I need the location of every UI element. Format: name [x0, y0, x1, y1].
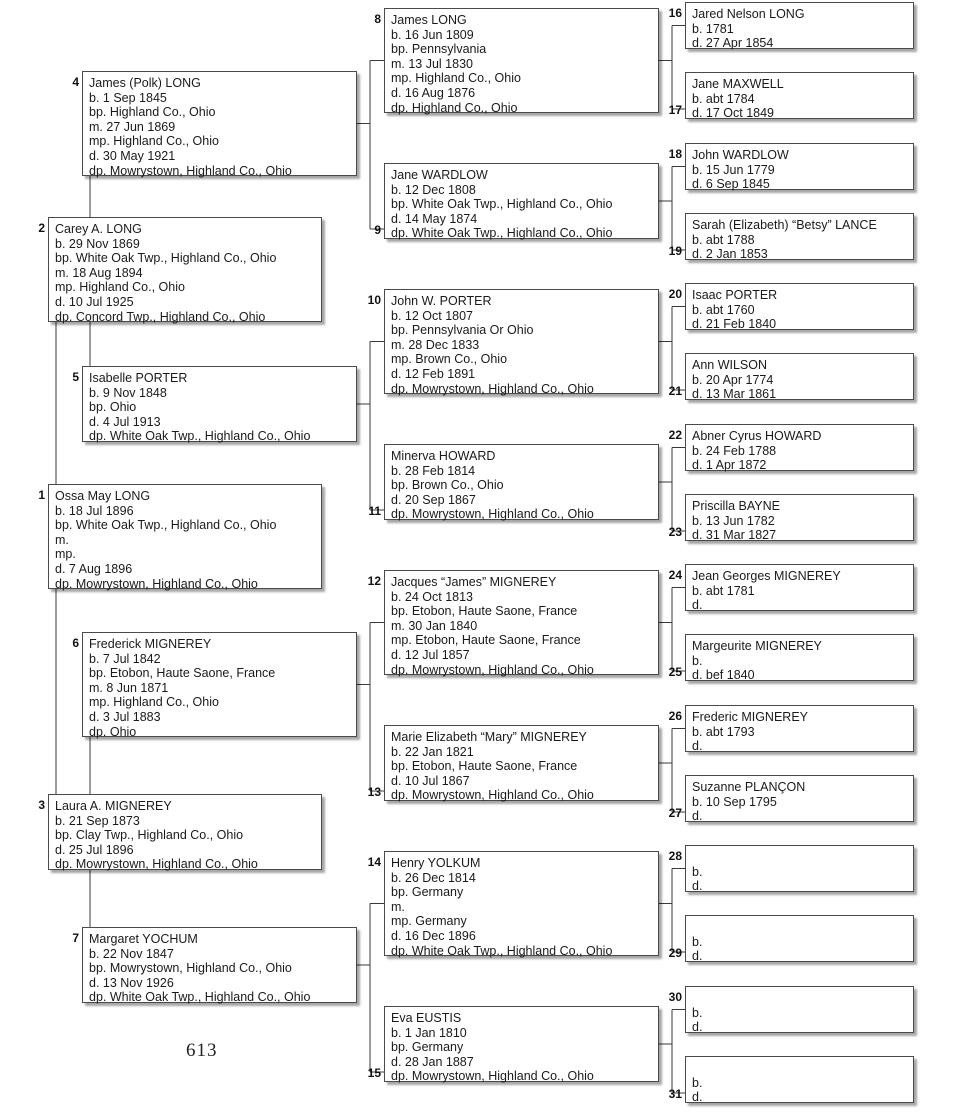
person-box-22	[685, 424, 914, 471]
person-box-5	[82, 366, 357, 442]
person-detail: bp. Highland Co., Ohio	[89, 105, 216, 120]
person-detail: d. 13 Nov 1926	[89, 975, 174, 990]
person-detail: m. 8 Jun 1871	[89, 680, 169, 695]
person-box-1	[48, 484, 322, 589]
person-detail: d. 7 Aug 1896	[55, 561, 133, 576]
person-number: 30	[668, 990, 682, 1004]
person-number: 6	[72, 636, 79, 650]
person-number: 26	[668, 709, 682, 723]
person-detail: b.	[692, 864, 703, 879]
person-detail: bp. Ohio	[89, 400, 137, 415]
person-detail: d. 14 May 1874	[391, 211, 478, 226]
person-name: Margaret YOCHUM	[89, 932, 198, 946]
person-name: Frederic MIGNEREY	[692, 710, 808, 724]
person-detail: m. 18 Aug 1894	[55, 265, 143, 280]
person-detail: dp. Mowrystown, Highland Co., Ohio	[391, 662, 594, 677]
person-number: 7	[72, 931, 79, 945]
person-number: 24	[668, 568, 682, 582]
person-box-26	[685, 705, 914, 752]
person-detail: b. 16 Jun 1809	[391, 27, 474, 42]
person-box-30	[685, 986, 914, 1033]
person-box-9	[384, 163, 659, 239]
person-detail: mp. Germany	[391, 914, 467, 929]
person-name: Carey A. LONG	[55, 222, 142, 236]
person-detail: b. 21 Sep 1873	[55, 813, 140, 828]
person-number: 20	[668, 287, 682, 301]
person-number: 10	[367, 293, 381, 307]
person-detail: bp. Pennsylvania	[391, 42, 487, 57]
person-detail: d. 3 Jul 1883	[89, 709, 161, 724]
person-detail: d.	[692, 1090, 703, 1105]
person-detail: mp.	[55, 547, 76, 562]
person-detail: dp. Mowrystown, Highland Co., Ohio	[391, 381, 594, 396]
person-detail: b.	[692, 934, 703, 949]
person-name: Marie Elizabeth “Mary” MIGNEREY	[391, 730, 587, 744]
person-detail: b.	[692, 653, 703, 668]
person-detail: d.	[692, 598, 703, 613]
person-detail: b. 15 Jun 1779	[692, 162, 775, 177]
person-box-18	[685, 143, 914, 190]
person-detail: d. 6 Sep 1845	[692, 177, 770, 192]
person-name	[692, 850, 907, 865]
person-detail: dp. Mowrystown, Highland Co., Ohio	[55, 857, 258, 872]
person-number: 23	[668, 525, 682, 539]
person-name: James (Polk) LONG	[89, 76, 201, 90]
person-number: 9	[374, 223, 381, 237]
person-detail: b. 12 Oct 1807	[391, 308, 474, 323]
person-name: John W. PORTER	[391, 294, 492, 308]
person-detail: d. 27 Apr 1854	[692, 36, 774, 51]
person-detail: bp. Germany	[391, 885, 464, 900]
person-box-6	[82, 632, 357, 737]
person-detail: mp. Etobon, Haute Saone, France	[391, 633, 581, 648]
person-box-28	[685, 845, 914, 892]
person-detail: b. 28 Feb 1814	[391, 463, 476, 478]
person-detail: b. 12 Dec 1808	[391, 182, 476, 197]
person-box-16	[685, 2, 914, 49]
person-detail: d.	[692, 739, 703, 754]
person-number: 8	[374, 12, 381, 26]
person-box-21	[685, 353, 914, 400]
person-detail: b. 10 Sep 1795	[692, 794, 777, 809]
person-detail: dp. White Oak Twp., Highland Co., Ohio	[89, 429, 311, 444]
person-detail: d. 13 Mar 1861	[692, 387, 777, 402]
person-name	[692, 920, 907, 935]
person-detail: b. abt 1793	[692, 724, 755, 739]
person-name: Frederick MIGNEREY	[89, 637, 212, 651]
person-detail: b. 18 Jul 1896	[55, 503, 134, 518]
person-detail: b. 26 Dec 1814	[391, 870, 476, 885]
person-detail: mp. Highland Co., Ohio	[391, 71, 521, 86]
person-name: Jane WARDLOW	[391, 168, 488, 182]
person-number: 13	[367, 785, 381, 799]
person-box-2	[48, 217, 322, 322]
person-number: 14	[367, 855, 381, 869]
person-detail: d.	[692, 879, 703, 894]
person-detail: b. 1781	[692, 21, 734, 36]
person-number: 17	[668, 103, 682, 117]
person-detail: bp. Etobon, Haute Saone, France	[89, 666, 276, 681]
person-number: 28	[668, 849, 682, 863]
person-box-15	[384, 1006, 659, 1082]
person-name: Abner Cyrus HOWARD	[692, 429, 822, 443]
person-number: 4	[72, 75, 79, 89]
person-box-29	[685, 915, 914, 962]
person-number: 21	[668, 384, 682, 398]
person-detail: d. 2 Jan 1853	[692, 247, 768, 262]
person-detail: dp. Mowrystown, Highland Co., Ohio	[391, 788, 594, 803]
person-name: Ann WILSON	[692, 358, 768, 372]
person-detail: dp. White Oak Twp., Highland Co., Ohio	[391, 226, 613, 241]
person-detail: d. 10 Jul 1867	[391, 773, 470, 788]
person-detail: bp. Clay Twp., Highland Co., Ohio	[55, 828, 244, 843]
person-box-27	[685, 775, 914, 822]
person-detail: d. 25 Jul 1896	[55, 842, 134, 857]
person-detail: d.	[692, 1020, 703, 1035]
person-detail: dp. Concord Twp., Highland Co., Ohio	[55, 309, 266, 324]
person-box-3	[48, 794, 322, 870]
person-detail: b. 9 Nov 1848	[89, 385, 167, 400]
person-detail: bp. White Oak Twp., Highland Co., Ohio	[55, 251, 277, 266]
person-detail: b.	[692, 1075, 703, 1090]
person-detail: b. 20 Apr 1774	[692, 372, 774, 387]
person-detail: b.	[692, 1005, 703, 1020]
person-name: Jacques “James” MIGNEREY	[391, 575, 557, 589]
person-name: Margeurite MIGNEREY	[692, 639, 822, 653]
person-name: Henry YOLKUM	[391, 856, 481, 870]
person-number: 3	[38, 798, 45, 812]
person-name	[692, 1061, 907, 1076]
person-detail: b. 22 Nov 1847	[89, 946, 174, 961]
person-number: 1	[38, 488, 45, 502]
person-detail: b. 7 Jul 1842	[89, 651, 161, 666]
person-name: Ossa May LONG	[55, 489, 151, 503]
person-number: 25	[668, 665, 682, 679]
person-name: Jared Nelson LONG	[692, 7, 805, 21]
person-number: 12	[367, 574, 381, 588]
person-detail: d.	[692, 949, 703, 964]
person-box-24	[685, 564, 914, 611]
person-detail: d. 28 Jan 1887	[391, 1054, 474, 1069]
person-detail: m. 27 Jun 1869	[89, 119, 176, 134]
person-number: 15	[367, 1066, 381, 1080]
person-box-11	[384, 444, 659, 520]
person-box-13	[384, 725, 659, 801]
person-detail: b. 1 Jan 1810	[391, 1025, 467, 1040]
person-detail: d. 31 Mar 1827	[692, 528, 777, 543]
person-detail: b. 1 Sep 1845	[89, 90, 167, 105]
person-detail: dp. Ohio	[89, 724, 137, 739]
person-detail: dp. Mowrystown, Highland Co., Ohio	[55, 576, 258, 591]
person-detail: m. 30 Jan 1840	[391, 618, 478, 633]
person-detail: d. 16 Dec 1896	[391, 928, 476, 943]
person-detail: m. 28 Dec 1833	[391, 337, 480, 352]
page-number: 613	[186, 1040, 218, 1061]
person-detail: dp. White Oak Twp., Highland Co., Ohio	[89, 990, 311, 1005]
person-number: 29	[668, 946, 682, 960]
person-detail: bp. Pennsylvania Or Ohio	[391, 323, 534, 338]
person-detail: bp. Etobon, Haute Saone, France	[391, 759, 578, 774]
person-detail: dp. Mowrystown, Highland Co., Ohio	[89, 163, 292, 178]
person-detail: b. 24 Oct 1813	[391, 589, 474, 604]
person-detail: bp. Germany	[391, 1040, 464, 1055]
person-number: 18	[668, 147, 682, 161]
person-number: 5	[72, 370, 79, 384]
person-detail: mp. Highland Co., Ohio	[55, 280, 185, 295]
person-detail: m.	[391, 899, 405, 914]
person-detail: d. 1 Apr 1872	[692, 458, 767, 473]
person-name: Jean Georges MIGNEREY	[692, 569, 841, 583]
person-detail: bp. White Oak Twp., Highland Co., Ohio	[55, 518, 277, 533]
person-name: Jane MAXWELL	[692, 77, 784, 91]
person-detail: d. 10 Jul 1925	[55, 294, 134, 309]
person-box-4	[82, 71, 357, 176]
person-detail: d. 12 Feb 1891	[391, 366, 476, 381]
person-detail: bp. Etobon, Haute Saone, France	[391, 604, 578, 619]
person-box-12	[384, 570, 659, 675]
person-detail: b. 22 Jan 1821	[391, 744, 474, 759]
person-box-8	[384, 8, 659, 113]
person-box-17	[685, 72, 914, 119]
person-name: Isaac PORTER	[692, 288, 778, 302]
person-box-25	[685, 634, 914, 681]
person-name	[692, 991, 907, 1006]
person-number: 16	[668, 6, 682, 20]
person-detail: b. 29 Nov 1869	[55, 236, 140, 251]
person-detail: mp. Brown Co., Ohio	[391, 352, 508, 367]
person-box-23	[685, 494, 914, 541]
person-name: Minerva HOWARD	[391, 449, 496, 463]
person-name: Sarah (Elizabeth) “Betsy” LANCE	[692, 218, 877, 232]
person-detail: dp. Mowrystown, Highland Co., Ohio	[391, 1069, 594, 1084]
person-detail: d. 17 Oct 1849	[692, 106, 775, 121]
person-detail: bp. Brown Co., Ohio	[391, 478, 504, 493]
person-name: Laura A. MIGNEREY	[55, 799, 172, 813]
person-detail: dp. Highland Co., Ohio	[391, 100, 518, 115]
person-detail: d. 4 Jul 1913	[89, 414, 161, 429]
person-number: 31	[668, 1087, 682, 1101]
person-detail: b. abt 1760	[692, 302, 755, 317]
person-detail: mp. Highland Co., Ohio	[89, 695, 219, 710]
person-box-19	[685, 213, 914, 260]
person-detail: b. 24 Feb 1788	[692, 443, 777, 458]
person-name: John WARDLOW	[692, 148, 789, 162]
person-number: 27	[668, 806, 682, 820]
person-name: Eva EUSTIS	[391, 1011, 462, 1025]
person-detail: b. abt 1784	[692, 91, 755, 106]
person-detail: bp. White Oak Twp., Highland Co., Ohio	[391, 197, 613, 212]
person-detail: d. bef 1840	[692, 668, 755, 683]
person-detail: m.	[55, 532, 69, 547]
person-detail: d. 21 Feb 1840	[692, 317, 777, 332]
person-name: James LONG	[391, 13, 467, 27]
person-name: Isabelle PORTER	[89, 371, 188, 385]
person-detail: d.	[692, 809, 703, 824]
person-box-14	[384, 851, 659, 956]
person-name: Priscilla BAYNE	[692, 499, 780, 513]
person-box-20	[685, 283, 914, 330]
person-detail: d. 16 Aug 1876	[391, 85, 476, 100]
person-number: 11	[368, 504, 381, 518]
person-detail: b. abt 1788	[692, 232, 755, 247]
person-detail: dp. White Oak Twp., Highland Co., Ohio	[391, 943, 613, 958]
person-detail: dp. Mowrystown, Highland Co., Ohio	[391, 507, 594, 522]
person-name: Suzanne PLANÇON	[692, 780, 806, 794]
person-detail: m. 13 Jul 1830	[391, 56, 473, 71]
person-detail: b. abt 1781	[692, 583, 755, 598]
person-box-10	[384, 289, 659, 394]
person-number: 2	[38, 221, 45, 235]
person-number: 22	[668, 428, 682, 442]
person-box-31	[685, 1056, 914, 1103]
person-box-7	[82, 927, 357, 1003]
person-number: 19	[668, 244, 682, 258]
person-detail: b. 13 Jun 1782	[692, 513, 775, 528]
person-detail: mp. Highland Co., Ohio	[89, 134, 219, 149]
person-detail: d. 12 Jul 1857	[391, 647, 470, 662]
person-detail: d. 20 Sep 1867	[391, 492, 476, 507]
person-detail: d. 30 May 1921	[89, 148, 176, 163]
person-detail: bp. Mowrystown, Highland Co., Ohio	[89, 961, 292, 976]
